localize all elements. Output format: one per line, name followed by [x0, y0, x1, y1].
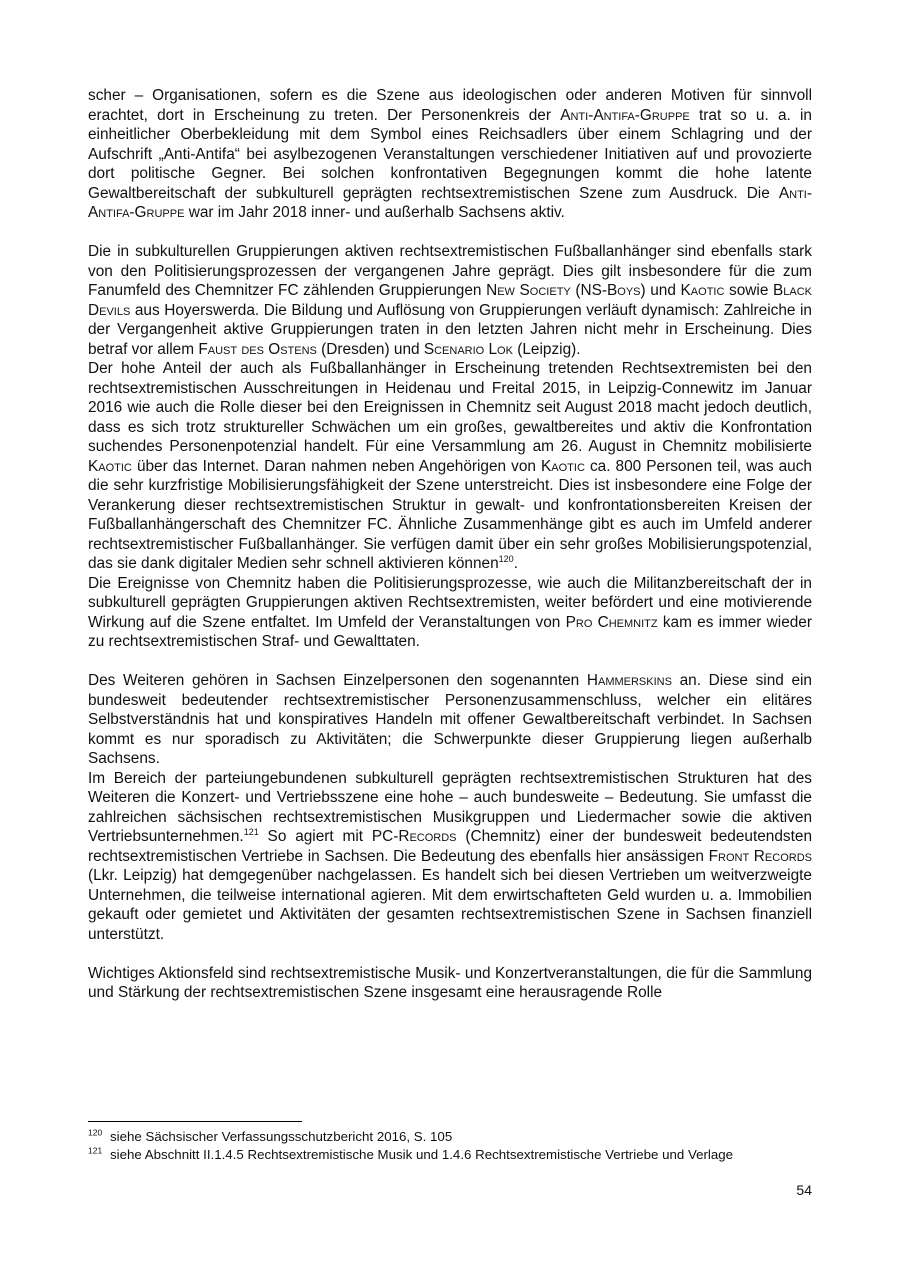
- paragraph: [88, 359, 812, 574]
- organization-name: Scenario Lok: [423, 340, 513, 358]
- text-run: war im Jahr 2018 inner- und außerhalb Sachsens aktiv.: [184, 204, 565, 221]
- text-run: (Chemnitz) einer der bundesweit bedeutendsten rechtsextremistischen Vertriebe in Sachsen. Die Bedeutung des ebenfalls hier ansässigen: [88, 828, 813, 865]
- text-run: (NS-: [570, 282, 607, 299]
- organization-name: Front Records: [708, 847, 812, 865]
- footnote-reference: 120: [498, 553, 514, 564]
- footnote-text: siehe Abschnitt II.1.4.5 Rechtsextremistische Musik und 1.4.6 Rechtsextremistische Vertriebe und Verlage: [110, 1147, 734, 1162]
- text-run: Die in subkulturellen Gruppierungen aktiven rechtsextremistischen Fußballanhänger sind ebenfalls stark von den Politisierungsprozessen der vergangenen Jahre geprägt. Dies gilt insbesondere für die zum Fanumfeld des Chemnitzer FC zählenden Gruppierungen: [88, 243, 812, 299]
- organization-name: Kaotic: [88, 457, 132, 475]
- text-run: So agiert mit PC-: [258, 828, 399, 845]
- text-run: (Lkr. Leipzig) hat demgegenüber nachgelassen. Es handelt sich bei diesen Vertrieben um weitverzweigte Unternehmen, die teilweise international agieren. Mit dem erwirtschafteten Geld wurden u. a. Immobilien gekauft oder gemietet und Aktivitäten der gesamten rechtsextremistischen Szene in Sachsen finanziell unterstützt.: [88, 867, 812, 943]
- text-run: an. Diese sind ein bundesweit bedeutender rechtsextremistischer Personenzusammenschluss, welcher ein elitäres Selbstverständnis hat und konspiratives Handeln mit offener Gewaltbereitschaft verbindet. In Sachsen kommt es nur sporadisch zu Aktivitäten; die Schwerpunkte dieser Gruppierung liegen außerhalb Sachsens.: [88, 672, 812, 767]
- text-run: Des Weiteren gehören in Sachsen Einzelpersonen den sogenannten: [88, 672, 587, 689]
- footnote-number-label: 121: [88, 1145, 103, 1156]
- footnote-reference: 121: [243, 826, 259, 837]
- text-run: .: [513, 555, 518, 572]
- footnote: [88, 1128, 812, 1145]
- paragraph: [88, 86, 812, 223]
- organization-name: Hammerskins: [586, 672, 672, 689]
- text-run: trat so u. a. in einheitlicher Oberbekleidung mit dem Symbol eines Reichsadlers über einem Schlagring und der Aufschrift „Anti-Antifa“ bei asylbezogenen Veranstaltungen verschiedener Initiativen auf und provozierte dort politische Gegner. Bei solchen konfrontativen Begegnungen kommt die hohe latente Gewaltbereitschaft der subkulturell geprägten rechtsextremistischen Szene zum Ausdruck. Die: [88, 106, 812, 202]
- organization-name: New Society: [486, 282, 571, 299]
- text-run: ca. 800 Personen teil, was auch die sehr kurzfristige Mobilisierungsfähigkeit der Szene unterstreicht. Dies ist insbesondere eine Folge der Verankerung dieser rechtsextremistischen Struktur in gewalt- und konfrontationsbereiten Kreisen der Fußballanhängerschaft des Chemnitzer FC. Ähnliche Zusammenhänge gibt es auch im Umfeld anderer rechtsextremistischer Fußballanhänger. Sie verfügen damit über ein sehr großes Mobilisierungspotenzial, das sie dank digitaler Medien sehr schnell aktivieren können: [88, 457, 812, 572]
- paragraph: [88, 671, 812, 769]
- footnote-number: [88, 1128, 110, 1145]
- text-run: ) und: [640, 282, 681, 299]
- organization-name: Boys: [607, 282, 641, 299]
- footnote: [88, 1146, 812, 1163]
- organization-name: Anti-Antifa-Gruppe: [560, 106, 690, 124]
- paragraph: [88, 242, 812, 359]
- organization-name: Pro Chemnitz: [565, 613, 658, 631]
- organization-name: Records: [398, 828, 457, 845]
- organization-name: Kaotic: [541, 457, 585, 475]
- text-run: (Leipzig).: [512, 340, 581, 358]
- text-run: Der hohe Anteil der auch als Fußballanhänger in Erscheinung tretenden Rechtsextremisten bei den rechtsextremistischen Ausschreitungen in Heidenau und Freital 2015, in Leipzig-Connewitz im Januar 2016 wie auch die Rolle dieser bei den Ereignissen in Chemnitz seit August 2018 macht jedoch deutlich, dass es sich trotz struktureller Schwächen um ein großes, gewaltbereites und aktiv die Konfrontation suchendes Personenpotenzial handelt. Für eine Versammlung am 26. August in Chemnitz mobilisierte: [88, 360, 812, 455]
- organization-name: Kaotic: [680, 282, 725, 299]
- paragraph: [88, 769, 812, 945]
- text-run: sowie: [724, 282, 773, 299]
- text-run: aus Hoyerswerda. Die Bildung und Auflösung von Gruppierungen verläuft dynamisch: Zahlreiche in der Vergangenheit aktive Gruppierungen traten in den letzten Jahren nicht mehr in Erscheinung. Dies betraf vor allem: [88, 301, 812, 358]
- footnote-number-label: 120: [88, 1127, 103, 1138]
- text-run: über das Internet. Daran nahmen neben Angehörigen von: [131, 457, 542, 475]
- organization-name: Black Devils: [88, 282, 812, 319]
- document-body: [88, 86, 812, 1003]
- text-run: Wichtiges Aktionsfeld sind rechtsextremistische Musik- und Konzertveranstaltungen, die für die Sammlung und Stärkung der rechtsextremistischen Szene insgesamt eine herausragende Rolle: [88, 964, 812, 1001]
- text-run: scher – Organisationen, sofern es die Szene aus ideologischen oder anderen Motiven für sinnvoll erachtet, dort in Erscheinung zu treten. Der Personenkreis der: [88, 87, 812, 124]
- text-run: kam es immer wieder zu rechtsextremistischen Straf- und Gewalttaten.: [88, 613, 812, 650]
- page-number: 54: [796, 1182, 812, 1198]
- organization-name: Faust des Ostens: [198, 340, 317, 358]
- organization-name: Anti-Antifa-Gruppe: [88, 184, 812, 221]
- footnotes: [88, 1121, 812, 1164]
- footnote-separator: [88, 1121, 302, 1122]
- text-run: (Dresden) und: [316, 340, 424, 358]
- footnote-text: siehe Sächsischer Verfassungsschutzbericht 2016, S. 105: [110, 1129, 453, 1144]
- footnote-number: [88, 1146, 110, 1163]
- paragraph: [88, 574, 812, 652]
- text-run: Die Ereignisse von Chemnitz haben die Politisierungsprozesse, wie auch die Militanzbereitschaft der in subkulturell geprägten Gruppierungen aktiven Rechtsextremisten, weiter befördert und eine motivierende Wirkung auf die Szene entfaltet. Im Umfeld der Veranstaltungen von: [88, 574, 812, 631]
- paragraph: [88, 964, 812, 1003]
- text-run: Im Bereich der parteiungebundenen subkulturell geprägten rechtsextremistischen Strukturen hat des Weiteren die Konzert- und Vertriebsszene eine hohe – auch bundesweite – Bedeutung. Sie umfasst die zahlreichen sächsischen rechtsextremistischen Musikgruppen und Liedermacher sowie die aktiven Vertriebsunternehmen.: [88, 769, 812, 845]
